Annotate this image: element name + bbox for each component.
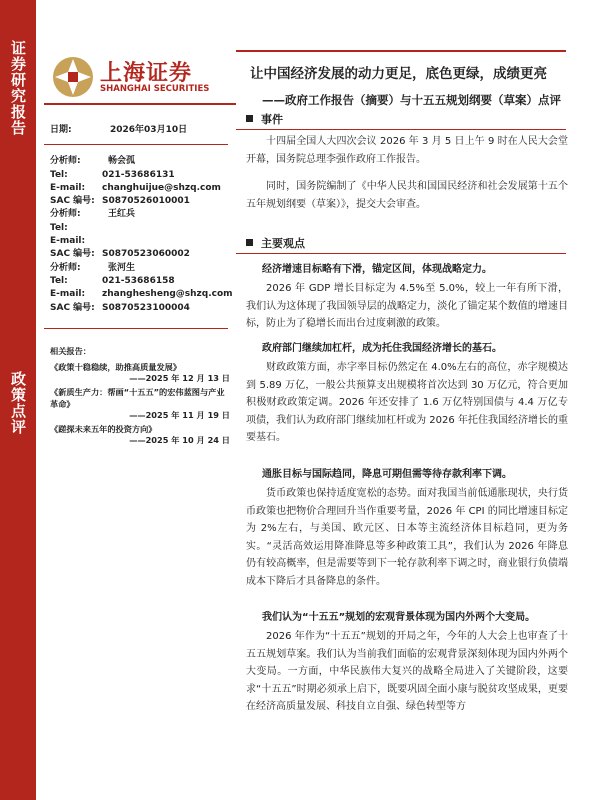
related-reports xyxy=(50,346,230,449)
related-report-title[interactable]: 《新质生产力：帮画“十五五”的宏伟蓝图与产业革命》 xyxy=(50,387,225,409)
related-report-title[interactable]: 《政策十稳稳续，助推高质量发展》 xyxy=(50,362,182,372)
key-point: 政府部门继续加杠杆，成为托住我国经济增长的基石。 xyxy=(262,343,502,354)
meta-divider xyxy=(44,328,228,329)
event-heading: 事件 xyxy=(246,111,283,127)
sidebar-bottom-band xyxy=(0,283,36,800)
sidebar-category-label: 政策点评 xyxy=(9,371,27,435)
key-point: 通胀目标与国际趋同，降息可期但需等待存款利率下调。 xyxy=(262,469,512,480)
logo-divider xyxy=(44,103,236,105)
event-paragraph: 十四届全国人大四次会议 2026 年 3 月 5 日上午 9 时在人民大会堂开幕，国务院总理李强作政府工作报告。 xyxy=(246,136,568,165)
company-logo xyxy=(52,54,222,100)
related-report-date: ——2025 年 10 月 24 日 xyxy=(129,435,230,446)
analyst-name: 张河生 xyxy=(108,262,136,273)
views-heading-rule xyxy=(236,253,566,254)
sidebar-top-band xyxy=(0,0,36,283)
key-point: 经济增速目标略有下滑，锚定区间，体现战略定力。 xyxy=(262,264,492,275)
views-paragraph: 货币政策也保持适度宽松的态势。面对我国当前低通胀现状，央行货币政策也把物价合理回升当作重要考量，2026 年 CPI 的同比增速目标定为 2%左右，与美国、欧元区、日本等主流经济体目标趋同，更为务实。“灵活高效运用降准降息等多种政策工具”，我们认为 2026 年降息仍有较高概率，但是需要等到下一轮存款利率下调之时，商业银行负债端成本下降后才具备降息的条件。 xyxy=(246,488,568,587)
date-row: 日期: 2026年03月10日 xyxy=(50,125,188,135)
report-subtitle: ——政府工作报告（摘要）与十五五规划纲要（草案）点评 xyxy=(262,93,561,107)
meta-divider xyxy=(44,144,228,145)
analyst-tel: 021-53686131 xyxy=(102,169,175,180)
logo-name: 上海证券 xyxy=(100,61,193,86)
analyst-name: 畅会孤 xyxy=(108,156,136,167)
key-point: 我们认为“十五五”规划的宏观背景体现为国内外两个大变局。 xyxy=(262,612,536,623)
analyst-name: 王红兵 xyxy=(108,209,136,220)
report-meta: 日期: 2026年03月10日 分析师: 畅会孤 Tel: 021-53686131 E-mail: changhuijue@shzq.com SAC 编号: S0870526010001 分析师: 王红兵 Tel: E-mail: SAC 编号: S0870523060002 分析师: 张河生 Tel: 021-53686158 E-mail: zhanghesheng@shzq.com SAC 编号: S0870523100004 xyxy=(50,125,233,313)
views-paragraph: 2026 年作为“十五五”规划的开局之年，今年的人大会上也审查了十五五规划草案。我们认为当前我们面临的宏观背景深刻体现为国内外两个大变局。一方面，中华民族伟大复兴的战略全局进入了关键阶段，这要求“十五五”时期必须承上启下，既要巩固全面小康与脱贫攻坚成果，更要在经济高质量发展、科技自立自强、绿色转型等方 xyxy=(246,631,568,713)
event-body xyxy=(246,133,568,213)
analyst-email[interactable]: changhuijue@shzq.com xyxy=(102,182,221,193)
views-heading: 主要观点 xyxy=(246,235,305,251)
logo-english-name: SHANGHAI SECURITIES xyxy=(100,84,210,94)
report-title: 让中国经济发展的动力更足，底色更绿，成绩更亮 xyxy=(250,66,547,82)
related-report-title[interactable]: 《蹉探未来五年的投资方向》 xyxy=(50,424,157,435)
title-top-rule xyxy=(236,50,566,52)
views-paragraph: 财政政策方面，赤字率目标仍然定在 4.0%左右的高位，赤字规模达到 5.89 万亿，一般公共预算支出规模将首次达到 30 万亿元，符合更加积极财政政策定调。2026 年还安排了 1.6 万亿特别国债与 4.4 万亿专项债，我们认为政府部门继续加杠杆或为 2026 年托住我国经济增长的重要基石。 xyxy=(246,362,568,444)
analyst-email[interactable]: zhanghesheng@shzq.com xyxy=(102,289,233,300)
analyst-sac: S0870526010001 xyxy=(102,196,190,207)
views-paragraph: 2026 年 GDP 增长目标定为 4.5%至 5.0%，较上一年有所下滑，我们认为这体现了我国领导层的战略定力，淡化了锚定某个数值的增速目标，防止为了稳增长而出台过度刺激的政策。 xyxy=(246,283,568,330)
report-date: 2026年03月10日 xyxy=(110,125,188,135)
event-paragraph: 同时，国务院编制了《中华人民共和国国民经济和社会发展第十五个五年规划纲要（草案）》，提交大会审查。 xyxy=(246,181,568,210)
related-report-date: ——2025 年 12 月 13 日 xyxy=(129,373,230,384)
analyst-sac: S0870523100004 xyxy=(102,302,190,313)
logo-emblem-icon xyxy=(52,56,94,98)
analyst-row: 分析师: 畅会孤 xyxy=(50,156,136,167)
sidebar-report-label: 证券研究报告 xyxy=(9,40,27,136)
section-bullet-icon xyxy=(246,115,253,122)
related-heading: 相关报告： xyxy=(50,346,91,356)
section-bullet-icon xyxy=(246,239,253,246)
event-heading-rule xyxy=(236,129,566,130)
analyst-sac: S0870523060002 xyxy=(102,249,190,260)
related-report-date: ——2025 年 11 月 19 日 xyxy=(129,409,230,420)
analyst-tel: 021-53686158 xyxy=(102,275,175,286)
